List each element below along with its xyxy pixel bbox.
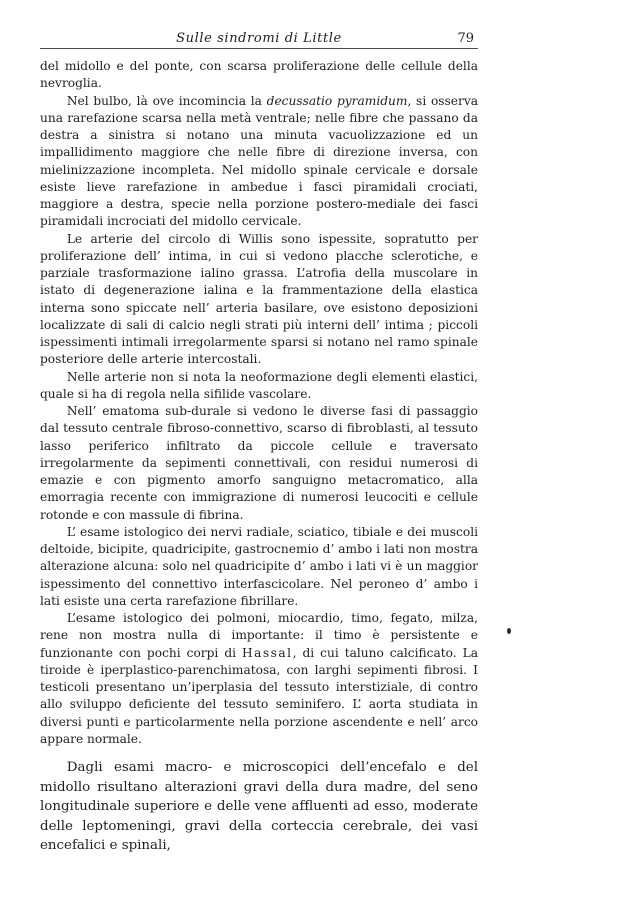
- text-run: Nell’ ematoma sub-durale si vedono le diverse fasi di passaggio dal tessuto centrale fibroso-connettivo, scarso di fibroblasti, al tessuto lasso periferico infiltrato da piccole cellule e traversato irregolarmente da sepimenti connettivali, con residui numerosi di emazie e con pigmento amorfo sanguigno metacromatico, alla emorragia recente con immigrazione di numerosi leucociti e cellule rotonde e con massule di fibrina.: [40, 404, 478, 522]
- book-page: [40, 28, 478, 856]
- text-run: del midollo e del ponte, con scarsa proliferazione delle cellule della nevroglia.: [40, 59, 478, 91]
- running-title: Sulle sindromi di Little: [176, 31, 342, 46]
- page-number: 79: [457, 31, 474, 46]
- body-paragraph: [40, 93, 478, 231]
- text-run: L’esame istologico dei polmoni, miocardio, timo, fegato, milza, rene non mostra nulla di importante: il timo è persistente e funzionante con pochi corpi di: [40, 611, 478, 660]
- text-run: Le arterie del circolo di Willis sono ispessite, sopratutto per proliferazione dell’ intima, in cui si vedono placche sclerotiche, e parziale trasformazione ialino grassa. L’atrofia della muscolare in istato di degenerazione ialina e la frammentazione della elastica interna sono spiccate nell’ arteria basilare, ove esistono deposizioni localizzate di sali di calcio negli strati più interni dell’ intima ; piccoli ispessimenti intimali irregolarmente sparsi si notano nel ramo spinale posteriore delle arterie intercostali.: [40, 231, 478, 367]
- body-paragraph: [40, 524, 478, 610]
- text-run: L’ esame istologico dei nervi radiale, sciatico, tibiale e dei muscoli deltoide, bicipite, quadricipite, gastrocnemio d’ ambo i lati non mostra alterazione alcuna: solo nel quadricipite d’ ambo i lati vi è un maggior ispessimento del connettivo interfascicolare. Nel peroneo d’ ambo i lati esiste una certa rarefazione fibrillare.: [40, 524, 478, 608]
- conclusion-section: [40, 758, 478, 856]
- body-text: [40, 58, 478, 748]
- text-run: Nel bulbo, là ove incomincia la: [66, 93, 267, 108]
- text-run: Nelle arterie non si nota la neoformazione degli elementi elastici, quale si ha di regola nella sifilide vascolare.: [40, 369, 478, 401]
- emphasis-text: Hassal: [242, 645, 293, 660]
- text-run: , si osserva una rarefazione scarsa nella metà ventrale; nelle fibre che passano da destra a sinistra si notano una minuta vacuolizzazione ed un impallidimento maggiore che nelle fibre di direzione inversa, con mielinizzazione incompleta. Nel midollo spinale cervicale e dorsale esiste lieve rarefazione in ambedue i fasci piramidali crociati, maggiore a destra, specie nella porzione postero-mediale dei fasci piramidali incrociati del midollo cervicale.: [40, 93, 478, 229]
- body-paragraph: [40, 369, 478, 404]
- text-run: , di cui taluno calcificato. La tiroide è iperplastico-parenchimatosa, con larghi sepimenti fibrosi. I testicoli presentano un’iperplasia del tessuto interstiziale, di contro allo sviluppo deficiente del tessuto seminifero. L’ aorta studiata in diversi punti e particolarmente nella porzione ascendente e nell’ arco appare normale.: [40, 645, 478, 746]
- conclusion-paragraph: Dagli esami macro- e microscopici dell’encefalo e del midollo risultano alterazioni gravi della dura madre, del seno longitudinale superiore e delle vene affluenti ad esso, moderate delle leptomeningi, gravi della corteccia cerebrale, dei vasi encefalici e spinali,: [40, 760, 478, 853]
- emphasis-text: decussatio pyramidum: [266, 93, 408, 108]
- margin-ink-mark: [507, 628, 511, 634]
- page-header: [40, 28, 478, 49]
- body-paragraph: [40, 231, 478, 369]
- body-paragraph: [40, 58, 478, 93]
- body-paragraph: [40, 610, 478, 748]
- body-paragraph: [40, 403, 478, 524]
